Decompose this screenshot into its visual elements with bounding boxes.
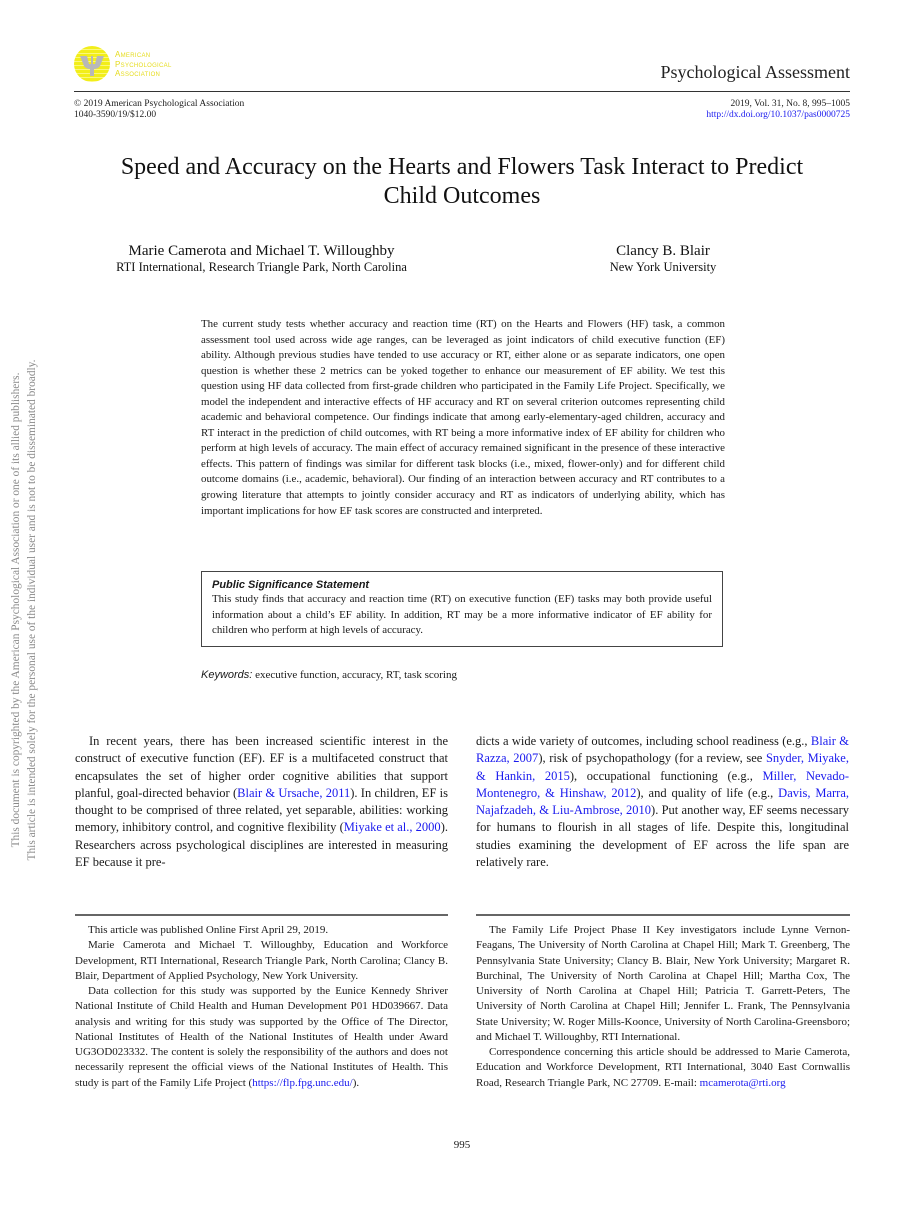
author-names: Clancy B. Blair: [616, 243, 710, 259]
doi-link[interactable]: http://dx.doi.org/10.1037/pas0000725: [706, 110, 850, 120]
side-notice-line-1: This document is copyrighted by the American Psychological Association or one of its allied publishers.: [10, 372, 22, 848]
citation-text: 2019, Vol. 31, No. 8, 995–1005: [730, 99, 850, 109]
journal-name: Psychological Assessment: [660, 62, 850, 82]
page-number: 995: [453, 1139, 471, 1151]
project-url-link[interactable]: https://flp.fpg.unc.edu/: [252, 1076, 353, 1089]
header-divider: [74, 91, 850, 92]
apa-logo: [74, 46, 184, 86]
public-significance-box: [201, 571, 723, 647]
citation-link[interactable]: Snyder, Miyake, & Hankin, 2015: [476, 751, 849, 783]
citation-link[interactable]: Davis, Marra, Najafzadeh, & Liu-Ambrose, 2010: [476, 785, 850, 818]
footnote-affiliations: Marie Camerota and Michael T. Willoughby, Education and Workforce Development, RTI International, Research Triangle Park, North Carolina; Clancy B. Blair, Department of Applied Psychology, New York University.: [75, 939, 448, 982]
footnote-funding: Data collection for this study was supported by the Eunice Kennedy Shriver National Institute of Child Health and Human Development P01 HD039667. Data analysis and writing for this study was supported by the Office of The Director, National Institutes of Health of the National Institutes of Health under Award UG3OD023332. The content is solely the responsibility of the authors and does not necessarily represent the official views of the National Institutes of Health. This study is part of the Family Life Project (https://flp.fpg.unc.edu/).: [75, 985, 448, 1089]
footnote-correspondence: Correspondence concerning this article should be addressed to Marie Camerota, Education and Workforce Development, RTI International, 3040 East Cornwallis Road, Research Triangle Park, NC 27709. E-mail: mcamerota@rti.org: [476, 1046, 850, 1089]
author-group-2: [596, 243, 730, 274]
copyright-text: © 2019 American Psychological Association: [74, 99, 245, 109]
citation-link[interactable]: Miller, Nevado-Montenegro, & Hinshaw, 2012: [476, 768, 849, 800]
abstract: The current study tests whether accuracy and reaction time (RT) on the Hearts and Flowers (HF) task, a common assessment tool used across wide age ranges, can be leveraged as joint indicators of child executive function (EF) ability. Although previous studies have tended to use accuracy or RT, either alone or as separate indicators, one open question is whether these 2 metrics can be yoked together to enhance our measurement of EF ability. We test this question using HF data collected from first-grade children who participated in the Family Life Project. Specifically, we model the independent and interactive effects of HF accuracy and RT on several criterion outcomes representing child academic and behavioral competence. Our findings indicate that among early-elementary-aged children, accuracy and RT interact in the prediction of child outcomes, with RT being a more informative index of EF ability for children who perform at high levels of accuracy. The main effect of accuracy remained significant in the presence of these interactive effects. This pattern of findings was similar for different task blocks (i.e., mixed, flower-only) and for different child outcome domains (i.e., academic, behavioral). Our finding of an interaction between accuracy and RT contributes to a growing literature that attempts to jointly consider accuracy and RT as indicators of underlying ability, which has important implications for how EF task scores are constructed and interpreted.: [201, 318, 725, 517]
citation-link[interactable]: Miyake et al., 2000: [343, 820, 441, 835]
header-citation: [706, 99, 850, 121]
footnote-divider-right: [476, 914, 850, 916]
apa-logo-text: American Psychological Association: [115, 50, 172, 78]
keywords-label: Keywords:: [201, 669, 253, 681]
copyright-side-notice: [8, 340, 48, 880]
footnote-divider-left: [75, 914, 448, 916]
body-paragraph: dicts a wide variety of outcomes, including school readiness (e.g., Blair & Razza, 2007), risk of psychopathology (for a review, see Snyder, Miyake, & Hankin, 2015), occupational functioning (e.g., Miller, Nevado-Montenegro, & Hinshaw, 2012), and quality of life (e.g., Davis, Marra, Najafzadeh, & Liu-Ambrose, 2010). Put another way, EF seems necessary for humans to flourish in all stages of life. Despite this, longitudinal studies examining the development of EF across the life span are relatively rare.: [476, 734, 850, 870]
footnotes-left: [75, 923, 448, 1091]
article-title: Speed and Accuracy on the Hearts and Flowers Task Interact to Predict Child Outcomes: [120, 154, 804, 209]
side-notice-line-2: This article is intended solely for the personal use of the individual user and is not to be disseminated broadly.: [26, 359, 38, 861]
header-copyright: [74, 99, 244, 121]
psi-icon: [78, 50, 106, 78]
body-paragraph: In recent years, there has been increased scientific interest in the construct of executive function (EF). EF is a multifaceted construct that encapsulates the set of higher order cognitive abilities that support planful, goal-directed behavior (Blair & Ursache, 2011). In children, EF is thought to be comprised of three related, yet separable, abilities: working memory, inhibitory control, and cognitive flexibility (Miyake et al., 2000). Researchers across psychological disciplines are interested in measuring EF because it pre-: [75, 734, 448, 870]
footnote-published: This article was published Online First April 29, 2019.: [88, 924, 329, 936]
keywords: [201, 669, 457, 681]
author-affiliation: RTI International, Research Triangle Park, North Carolina: [116, 260, 407, 274]
public-significance-title: Public Significance Statement: [212, 579, 370, 591]
email-link[interactable]: mcamerota@rti.org: [699, 1076, 786, 1089]
footnotes-right: [476, 923, 850, 1091]
body-column-right: [476, 733, 849, 871]
author-group-1: [93, 243, 430, 274]
body-column-left: [75, 733, 448, 871]
footnote-investigators: The Family Life Project Phase II Key investigators include Lynne Vernon-Feagans, The University of North Carolina at Chapel Hill; Mark T. Greenberg, The Pennsylvania State University; Clancy B. Blair, New York University; Margaret R. Burchinal, The University of North Carolina at Chapel Hill; Martha Cox, The University of North Carolina at Chapel Hill; Patricia T. Garrett-Peters, The University of North Carolina at Chapel Hill; Jennifer L. Frank, The Pennsylvania State University; W. Roger Mills-Koonce, University of North Carolina-Greensboro; and Michael T. Willoughby, RTI International.: [476, 924, 850, 1043]
issn-price: 1040-3590/19/$12.00: [74, 110, 157, 120]
citation-link[interactable]: Blair & Ursache, 2011: [237, 785, 351, 800]
author-names: Marie Camerota and Michael T. Willoughby: [128, 243, 395, 259]
citation-link[interactable]: Blair & Razza, 2007: [476, 734, 849, 766]
public-significance-text: This study finds that accuracy and reaction time (RT) on executive function (EF) tasks may both provide useful information about a child’s EF ability. In addition, RT may be a more informative indicator of EF ability for children who perform at high levels of accuracy.: [212, 593, 712, 636]
author-affiliation: New York University: [609, 260, 717, 274]
keywords-list: executive function, accuracy, RT, task scoring: [255, 669, 457, 681]
